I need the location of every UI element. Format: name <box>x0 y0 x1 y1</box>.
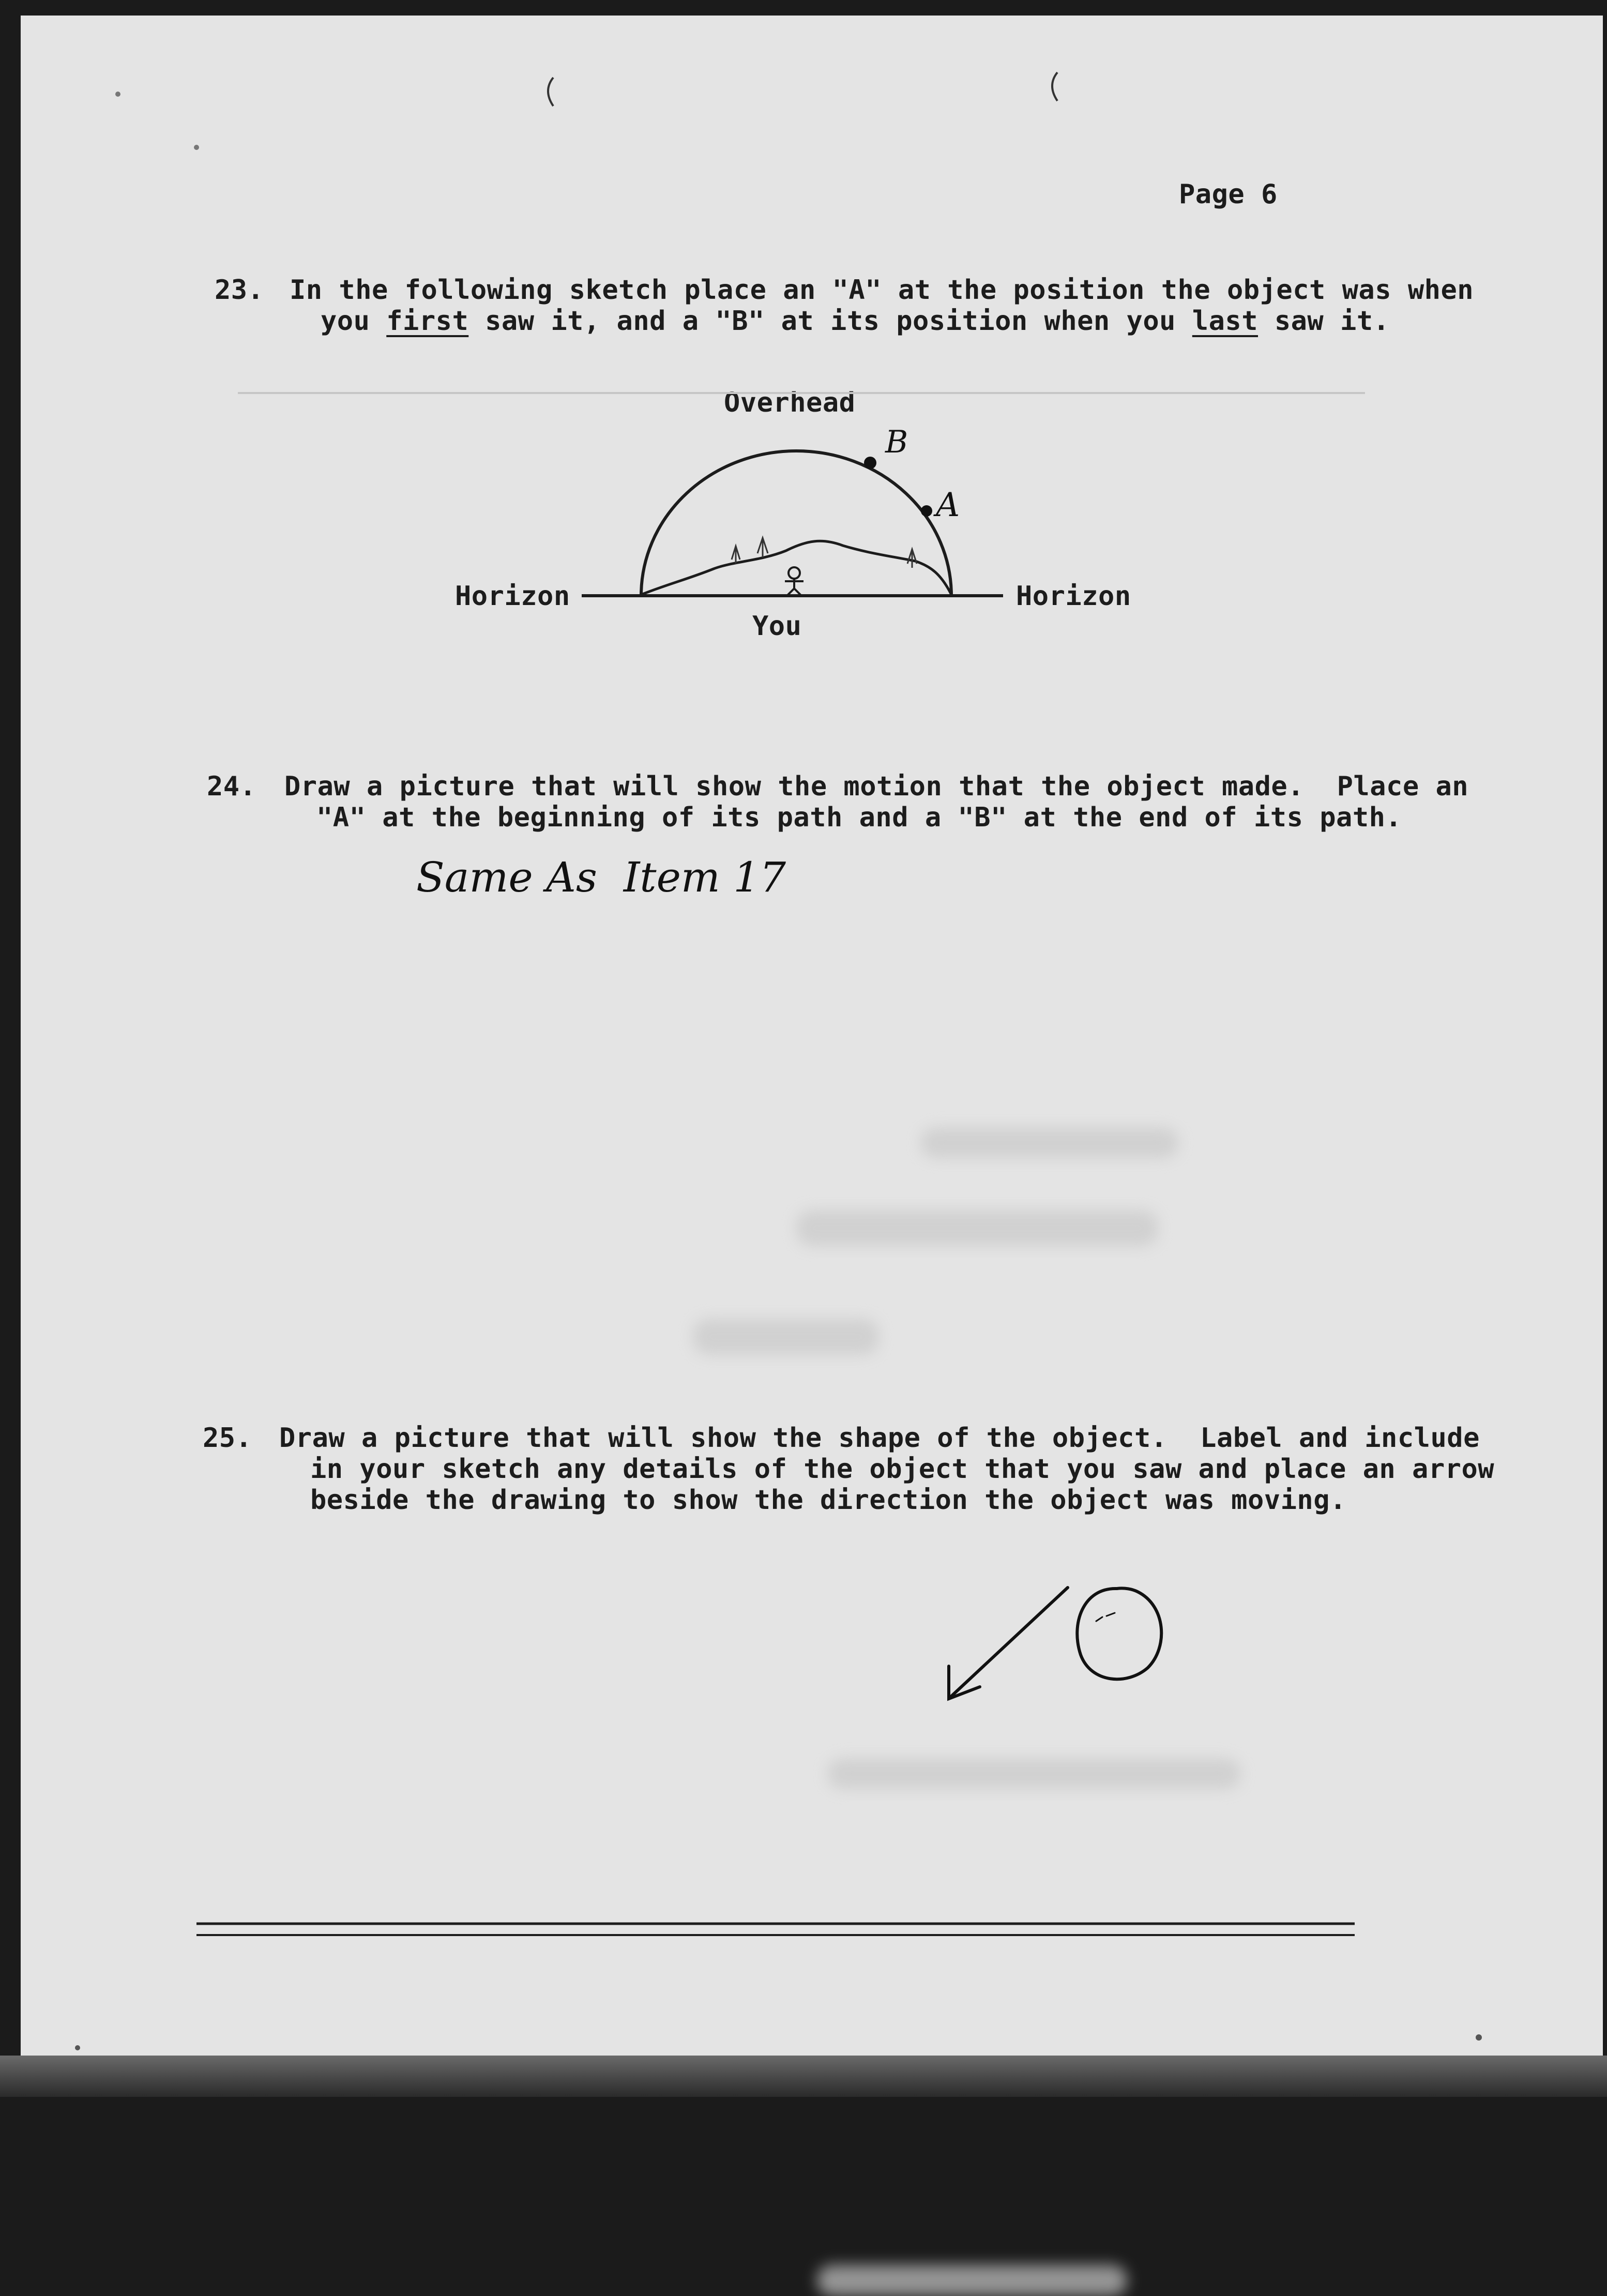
diagram-horizon-right-label: Horizon <box>1016 581 1131 612</box>
scan-speck <box>115 92 120 97</box>
scan-speck <box>1476 2034 1482 2041</box>
q25-line-3: beside the drawing to show the direction the object was moving. <box>310 1485 1346 1516</box>
sky-dome-arc <box>641 451 951 596</box>
q23-last-underlined: last <box>1192 306 1259 337</box>
q24-line-2: "A" at the beginning of its path and a "B" at the end of its path. <box>316 802 1402 833</box>
stick-figure-icon <box>785 567 804 596</box>
q23-first-underlined: first <box>386 306 469 337</box>
tree-mark <box>757 538 768 557</box>
q23-line-2-middle: saw it, and a "B" at its position when you <box>468 306 1192 337</box>
diagram-you-label: You <box>752 611 802 642</box>
q24-line-1: Draw a picture that will show the motion that the object made. Place an <box>284 771 1469 802</box>
tree-mark <box>732 546 740 564</box>
q23-line-1: In the following sketch place an "A" at the position the object was when <box>290 275 1474 306</box>
diagram-mark-b: B <box>885 424 908 460</box>
scan-speck <box>194 145 199 150</box>
scan-paren-mark <box>548 78 553 106</box>
q25-line-1: Draw a picture that will show the shape of the object. Label and include <box>279 1423 1480 1454</box>
q24-handwritten-answer: Same As Item 17 <box>416 853 786 901</box>
q23-line-2-start: you <box>321 306 387 337</box>
diagram-mark-a: A <box>936 486 960 524</box>
position-b-dot <box>864 457 876 469</box>
direction-arrow-icon <box>951 1588 1068 1696</box>
scan-paren-mark <box>1052 72 1057 101</box>
object-detail-mark <box>1096 1613 1115 1621</box>
object-sketch <box>949 1588 1161 1699</box>
bleed-through-smudge <box>817 2265 1127 2296</box>
q25-line-2: in your sketch any details of the object that you saw and place an arrow <box>310 1454 1495 1485</box>
tree-mark <box>907 549 917 568</box>
scan-speck <box>75 2045 80 2050</box>
position-a-dot <box>921 505 932 517</box>
q24-number: 24. <box>207 771 256 802</box>
q23-number: 23. <box>215 275 264 306</box>
q25-number: 25. <box>203 1423 252 1454</box>
diagram-horizon-left-label: Horizon <box>455 581 570 612</box>
diagram-overhead-label: Overhead <box>724 387 856 418</box>
page-number: Page 6 <box>1179 179 1278 210</box>
q23-line-2-end: saw it. <box>1258 306 1390 337</box>
object-circle-icon <box>1077 1588 1161 1679</box>
